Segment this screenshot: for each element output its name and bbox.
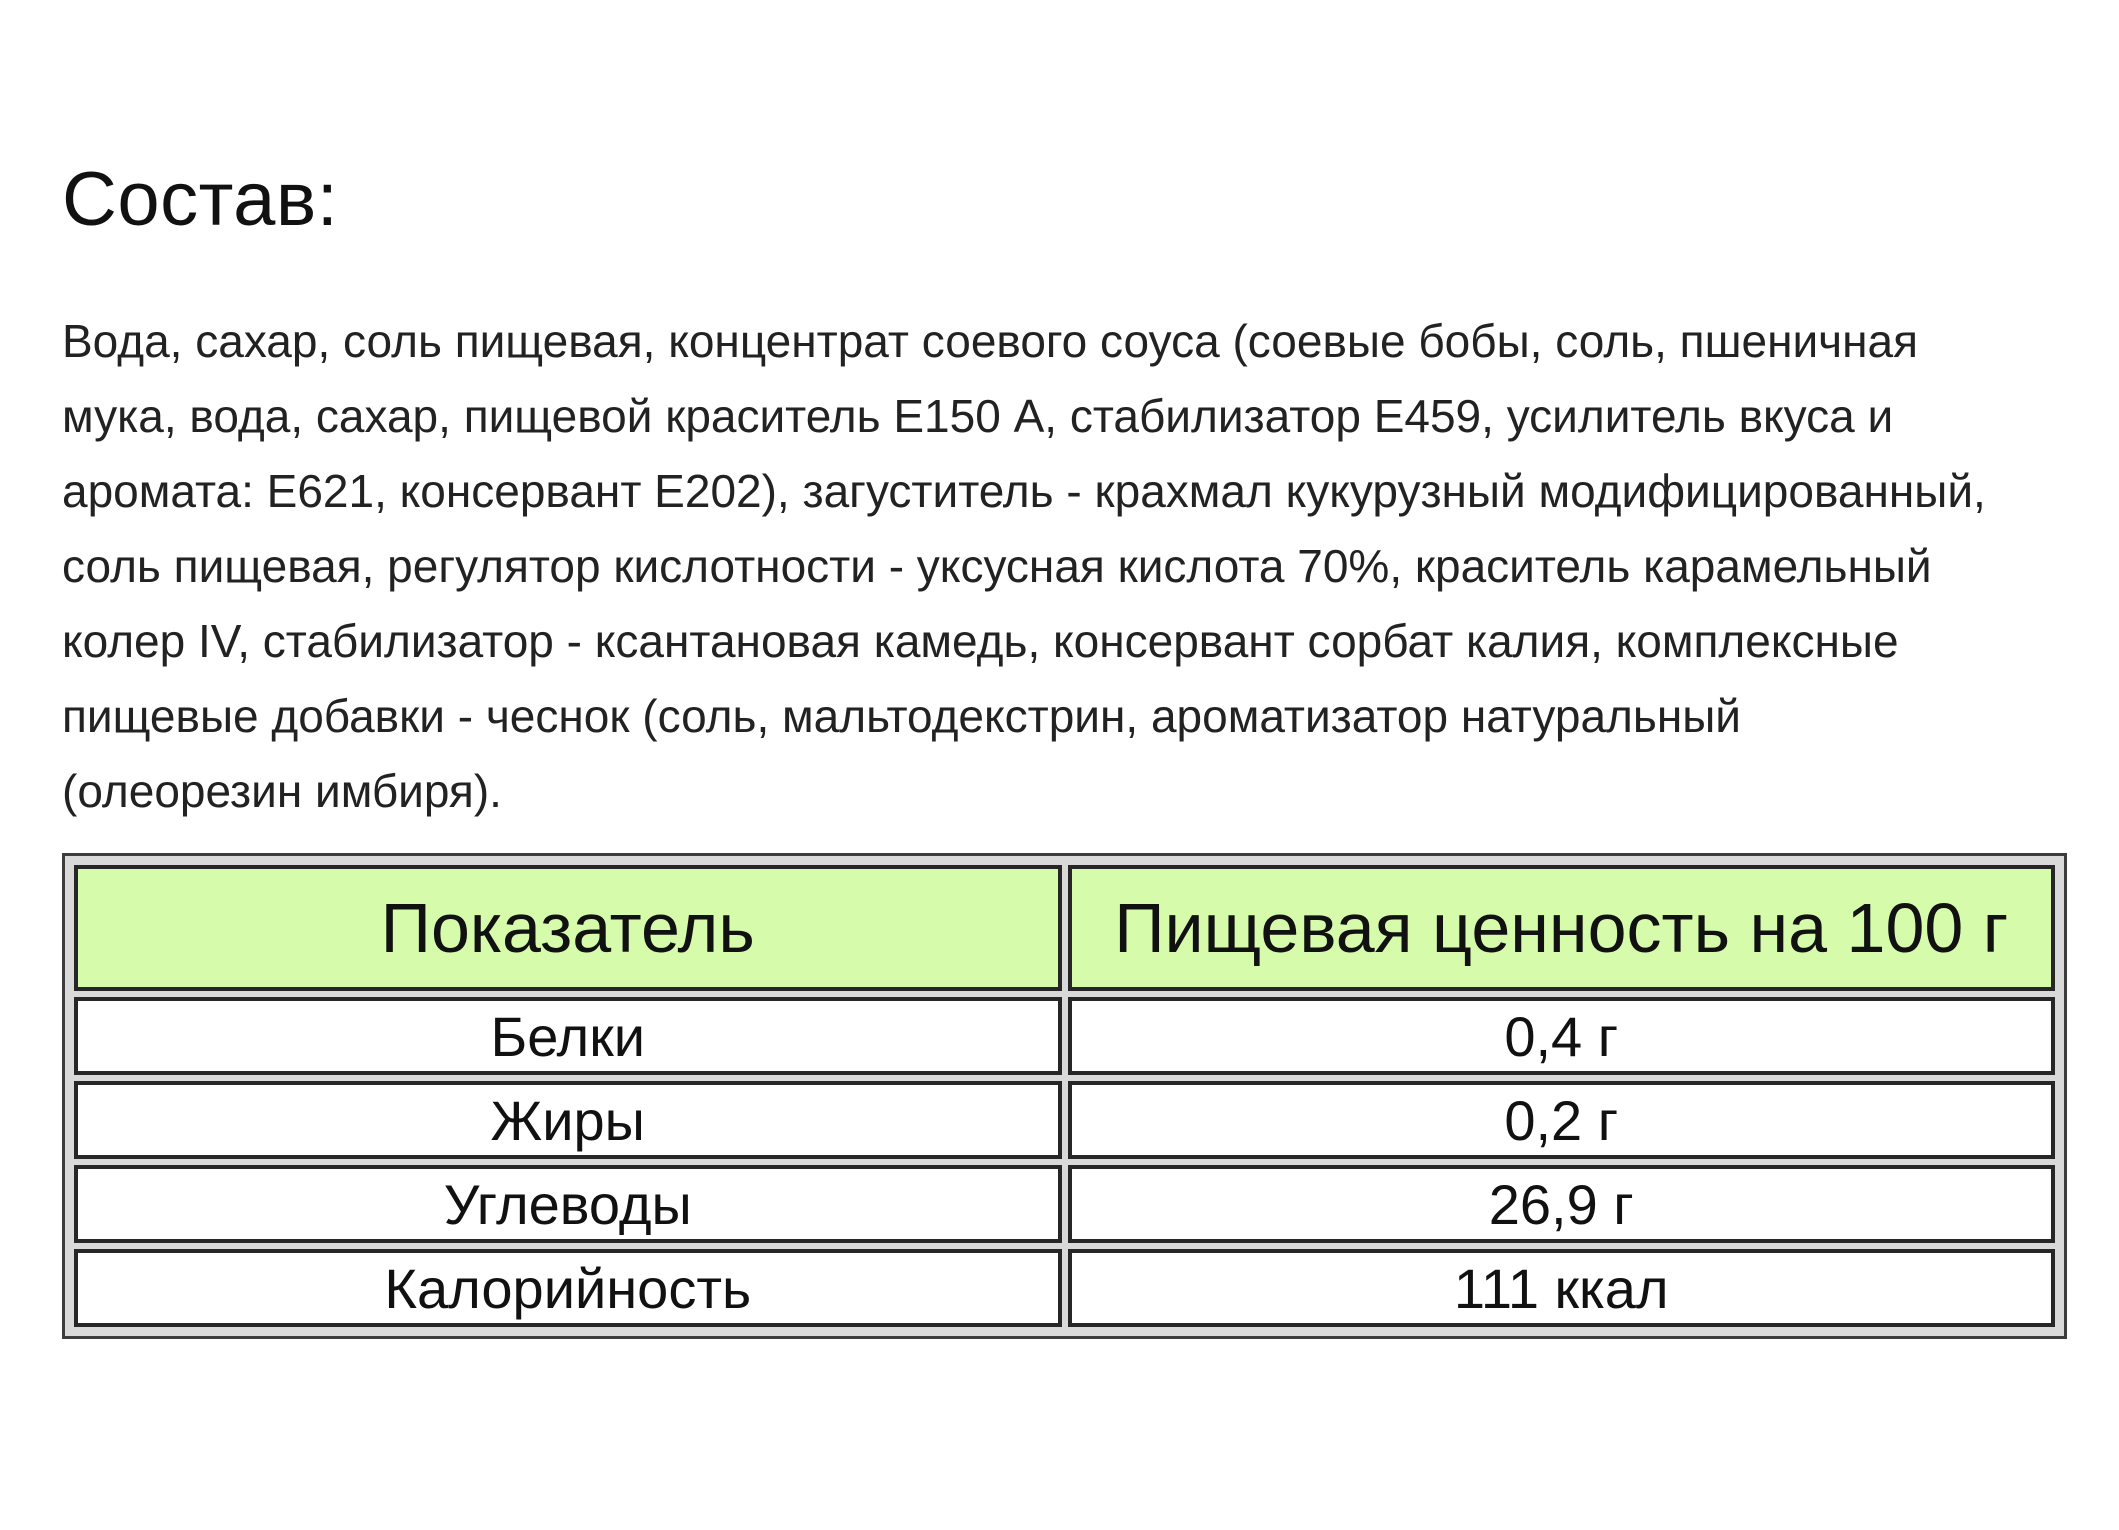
table-row bbox=[74, 1165, 2055, 1243]
row-value: 111 ккал bbox=[1068, 1249, 2056, 1327]
section-title: Состав: bbox=[62, 157, 339, 242]
column-header-indicator: Показатель bbox=[74, 865, 1062, 991]
ingredients-line: (олеорезин имбиря). bbox=[62, 765, 502, 817]
ingredients-line: мука, вода, сахар, пищевой краситель Е150 А, стабилизатор Е459, усилитель вкуса и bbox=[62, 390, 1894, 442]
column-header-value: Пищевая ценность на 100 г bbox=[1068, 865, 2056, 991]
row-label: Углеводы bbox=[74, 1165, 1062, 1243]
ingredients-line: пищевые добавки - чеснок (соль, мальтодекстрин, ароматизатор натуральный bbox=[62, 690, 1741, 742]
ingredients-line: колер IV, стабилизатор - ксантановая камедь, консервант сорбат калия, комплексные bbox=[62, 615, 1899, 667]
table-row bbox=[74, 1249, 2055, 1327]
table-row bbox=[74, 1081, 2055, 1159]
nutrition-table-frame bbox=[62, 853, 2067, 1339]
row-value: 0,2 г bbox=[1068, 1081, 2056, 1159]
row-label: Калорийность bbox=[74, 1249, 1062, 1327]
row-value: 0,4 г bbox=[1068, 997, 2056, 1075]
row-value: 26,9 г bbox=[1068, 1165, 2056, 1243]
document-page bbox=[62, 150, 2072, 1320]
row-label: Белки bbox=[74, 997, 1062, 1075]
nutrition-table bbox=[68, 859, 2061, 1333]
row-label: Жиры bbox=[74, 1081, 1062, 1159]
table-row bbox=[74, 997, 2055, 1075]
ingredients-line: аромата: Е621, консервант Е202), загуститель - крахмал кукурузный модифицированный, bbox=[62, 465, 1986, 517]
table-header-row bbox=[74, 865, 2055, 991]
ingredients-text bbox=[62, 304, 2119, 829]
ingredients-line: соль пищевая, регулятор кислотности - уксусная кислота 70%, краситель карамельный bbox=[62, 540, 1932, 592]
ingredients-line: Вода, сахар, соль пищевая, концентрат соевого соуса (соевые бобы, соль, пшеничная bbox=[62, 315, 1919, 367]
